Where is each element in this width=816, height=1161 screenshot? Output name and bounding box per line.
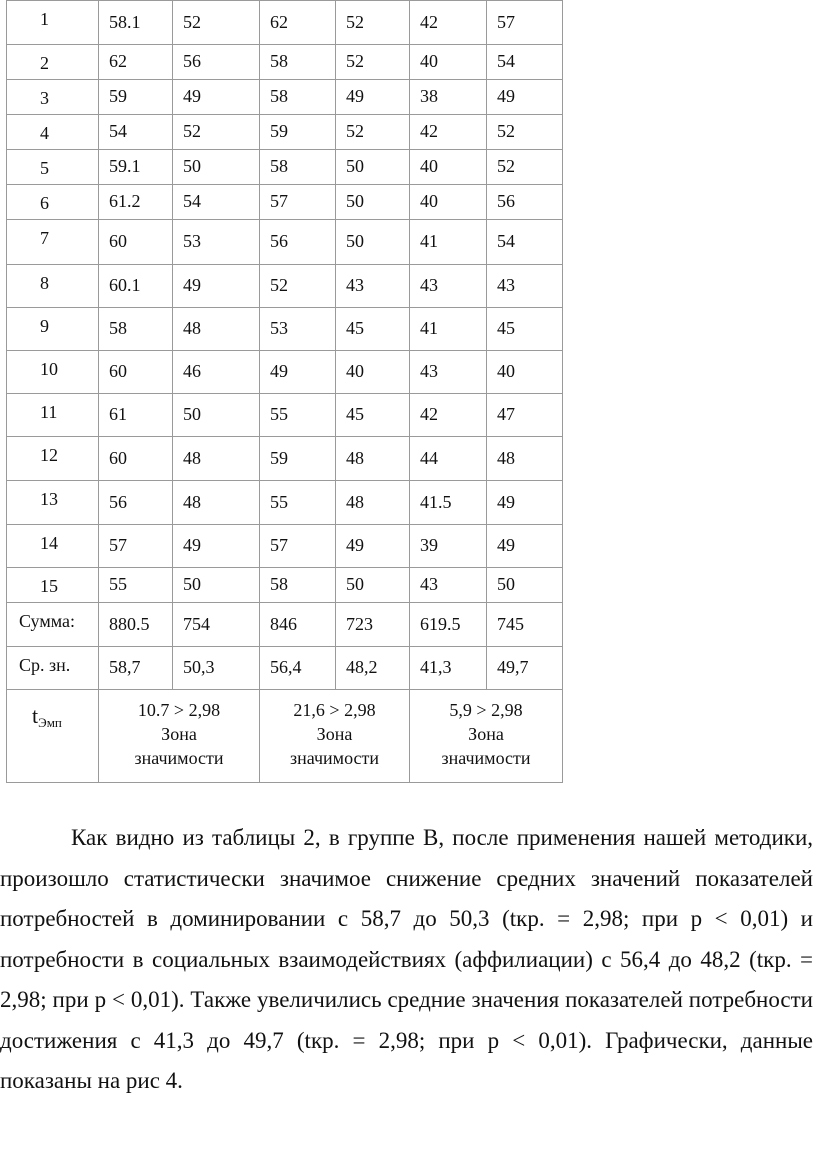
value-cell: 42 <box>410 115 487 150</box>
value-cell: 52 <box>336 45 410 80</box>
value-cell: 58 <box>260 45 336 80</box>
t-emp-label-sub: Эмп <box>38 715 62 730</box>
value-cell: 58 <box>260 80 336 115</box>
value-cell: 58 <box>99 308 173 351</box>
sum-label: Сумма: <box>7 603 99 647</box>
value-cell: 40 <box>410 45 487 80</box>
mean-value: 41,3 <box>410 647 487 690</box>
sum-value: 619.5 <box>410 603 487 647</box>
value-cell: 52 <box>336 115 410 150</box>
row-number: 5 <box>7 150 99 185</box>
value-cell: 50 <box>336 185 410 220</box>
row-number: 9 <box>7 308 99 351</box>
mean-value: 48,2 <box>336 647 410 690</box>
row-number: 10 <box>7 351 99 394</box>
value-cell: 48 <box>173 481 260 525</box>
value-cell: 39 <box>410 525 487 568</box>
value-cell: 41.5 <box>410 481 487 525</box>
row-number: 12 <box>7 437 99 481</box>
table-row <box>7 437 563 481</box>
value-cell: 40 <box>336 351 410 394</box>
value-cell: 50 <box>336 150 410 185</box>
value-cell: 48 <box>336 481 410 525</box>
table-row <box>7 308 563 351</box>
value-cell: 40 <box>410 185 487 220</box>
value-cell: 49 <box>336 525 410 568</box>
table-row <box>7 525 563 568</box>
t-emp-label-main: t <box>32 703 39 728</box>
value-cell: 55 <box>260 481 336 525</box>
row-number: 3 <box>7 80 99 115</box>
value-cell: 48 <box>173 308 260 351</box>
value-cell: 55 <box>260 394 336 437</box>
value-cell: 48 <box>487 437 563 481</box>
table-row <box>7 220 563 265</box>
table-row <box>7 1 563 45</box>
value-cell: 62 <box>260 1 336 45</box>
value-cell: 52 <box>173 1 260 45</box>
value-cell: 55 <box>99 568 173 603</box>
row-number: 6 <box>7 185 99 220</box>
sum-value: 723 <box>336 603 410 647</box>
table-row <box>7 351 563 394</box>
value-cell: 50 <box>336 220 410 265</box>
value-cell: 54 <box>173 185 260 220</box>
value-cell: 57 <box>260 525 336 568</box>
value-cell: 59 <box>99 80 173 115</box>
value-cell: 50 <box>173 394 260 437</box>
table-row <box>7 265 563 308</box>
value-cell: 40 <box>410 150 487 185</box>
t-emp-value: 10.7 > 2,98 <box>137 700 221 720</box>
row-number: 15 <box>7 568 99 603</box>
t-emp-zone: значимости <box>134 748 224 768</box>
sum-value: 880.5 <box>99 603 173 647</box>
value-cell: 54 <box>487 220 563 265</box>
sum-value: 745 <box>487 603 563 647</box>
value-cell: 60 <box>99 437 173 481</box>
sum-row <box>7 603 563 647</box>
value-cell: 49 <box>260 351 336 394</box>
value-cell: 50 <box>173 568 260 603</box>
value-cell: 58 <box>260 150 336 185</box>
value-cell: 49 <box>173 80 260 115</box>
value-cell: 49 <box>173 525 260 568</box>
value-cell: 49 <box>487 481 563 525</box>
value-cell: 56 <box>99 481 173 525</box>
value-cell: 52 <box>173 115 260 150</box>
value-cell: 46 <box>173 351 260 394</box>
value-cell: 42 <box>410 394 487 437</box>
t-emp-group-1 <box>99 690 260 783</box>
table-row <box>7 150 563 185</box>
row-number: 7 <box>7 220 99 265</box>
value-cell: 60 <box>99 351 173 394</box>
value-cell: 49 <box>173 265 260 308</box>
value-cell: 56 <box>487 185 563 220</box>
table-row <box>7 45 563 80</box>
value-cell: 43 <box>410 568 487 603</box>
value-cell: 56 <box>260 220 336 265</box>
t-emp-value: 5,9 > 2,98 <box>449 700 523 720</box>
value-cell: 43 <box>336 265 410 308</box>
value-cell: 45 <box>336 308 410 351</box>
mean-value: 49,7 <box>487 647 563 690</box>
value-cell: 52 <box>487 150 563 185</box>
value-cell: 47 <box>487 394 563 437</box>
value-cell: 57 <box>487 1 563 45</box>
mean-value: 56,4 <box>260 647 336 690</box>
value-cell: 59 <box>260 115 336 150</box>
value-cell: 62 <box>99 45 173 80</box>
value-cell: 45 <box>487 308 563 351</box>
table-row <box>7 481 563 525</box>
row-number: 13 <box>7 481 99 525</box>
value-cell: 42 <box>410 1 487 45</box>
mean-value: 50,3 <box>173 647 260 690</box>
value-cell: 43 <box>410 351 487 394</box>
results-table <box>6 0 563 783</box>
value-cell: 60 <box>99 220 173 265</box>
value-cell: 52 <box>336 1 410 45</box>
value-cell: 50 <box>336 568 410 603</box>
value-cell: 48 <box>336 437 410 481</box>
value-cell: 57 <box>260 185 336 220</box>
value-cell: 59 <box>260 437 336 481</box>
value-cell: 54 <box>487 45 563 80</box>
value-cell: 43 <box>487 265 563 308</box>
value-cell: 43 <box>410 265 487 308</box>
sum-value: 754 <box>173 603 260 647</box>
mean-row <box>7 647 563 690</box>
row-number: 2 <box>7 45 99 80</box>
value-cell: 60.1 <box>99 265 173 308</box>
value-cell: 41 <box>410 220 487 265</box>
value-cell: 40 <box>487 351 563 394</box>
table-row <box>7 80 563 115</box>
value-cell: 58 <box>260 568 336 603</box>
t-emp-zone: Зона <box>161 724 197 744</box>
mean-label: Ср. зн. <box>7 647 99 690</box>
row-number: 11 <box>7 394 99 437</box>
value-cell: 44 <box>410 437 487 481</box>
table-row <box>7 394 563 437</box>
row-number: 4 <box>7 115 99 150</box>
value-cell: 57 <box>99 525 173 568</box>
sum-value: 846 <box>260 603 336 647</box>
value-cell: 48 <box>173 437 260 481</box>
t-emp-label <box>7 690 99 783</box>
table-row <box>7 568 563 603</box>
t-emp-row <box>7 690 563 783</box>
t-emp-zone: значимости <box>441 748 531 768</box>
table-body <box>7 1 563 783</box>
value-cell: 45 <box>336 394 410 437</box>
table-row <box>7 115 563 150</box>
value-cell: 50 <box>487 568 563 603</box>
value-cell: 53 <box>260 308 336 351</box>
value-cell: 52 <box>260 265 336 308</box>
value-cell: 54 <box>99 115 173 150</box>
value-cell: 49 <box>336 80 410 115</box>
table-row <box>7 185 563 220</box>
value-cell: 49 <box>487 80 563 115</box>
t-emp-zone: Зона <box>468 724 504 744</box>
row-number: 8 <box>7 265 99 308</box>
body-paragraph: Как видно из таблицы 2, в группе В, после применения нашей методики, произошло статистически значимое снижение средних значений показателей потребностей в доминировании с 58,7 до 50,3 (tкр. = 2,98; при р < 0,01) и потребности в социальных взаимодействиях (аффилиации) с 56,4 до 48,2 (tкр. = 2,98; при р < 0,01). Также увеличились средние значения показателей потребности достижения с 41,3 до 49,7 (tкр. = 2,98; при р < 0,01). Графически, данные показаны на рис 4. <box>0 825 813 1093</box>
value-cell: 50 <box>173 150 260 185</box>
row-number: 1 <box>7 1 99 45</box>
t-emp-zone: Зона <box>316 724 353 744</box>
value-cell: 53 <box>173 220 260 265</box>
value-cell: 52 <box>487 115 563 150</box>
t-emp-zone: значимости <box>289 748 380 768</box>
t-emp-group-3 <box>410 690 563 783</box>
t-emp-group-2 <box>260 690 410 783</box>
mean-value: 58,7 <box>99 647 173 690</box>
value-cell: 38 <box>410 80 487 115</box>
value-cell: 49 <box>487 525 563 568</box>
row-number: 14 <box>7 525 99 568</box>
t-emp-value: 21,6 > 2,98 <box>293 700 376 720</box>
value-cell: 41 <box>410 308 487 351</box>
value-cell: 56 <box>173 45 260 80</box>
value-cell: 59.1 <box>99 150 173 185</box>
value-cell: 58.1 <box>99 1 173 45</box>
value-cell: 61 <box>99 394 173 437</box>
value-cell: 61.2 <box>99 185 173 220</box>
